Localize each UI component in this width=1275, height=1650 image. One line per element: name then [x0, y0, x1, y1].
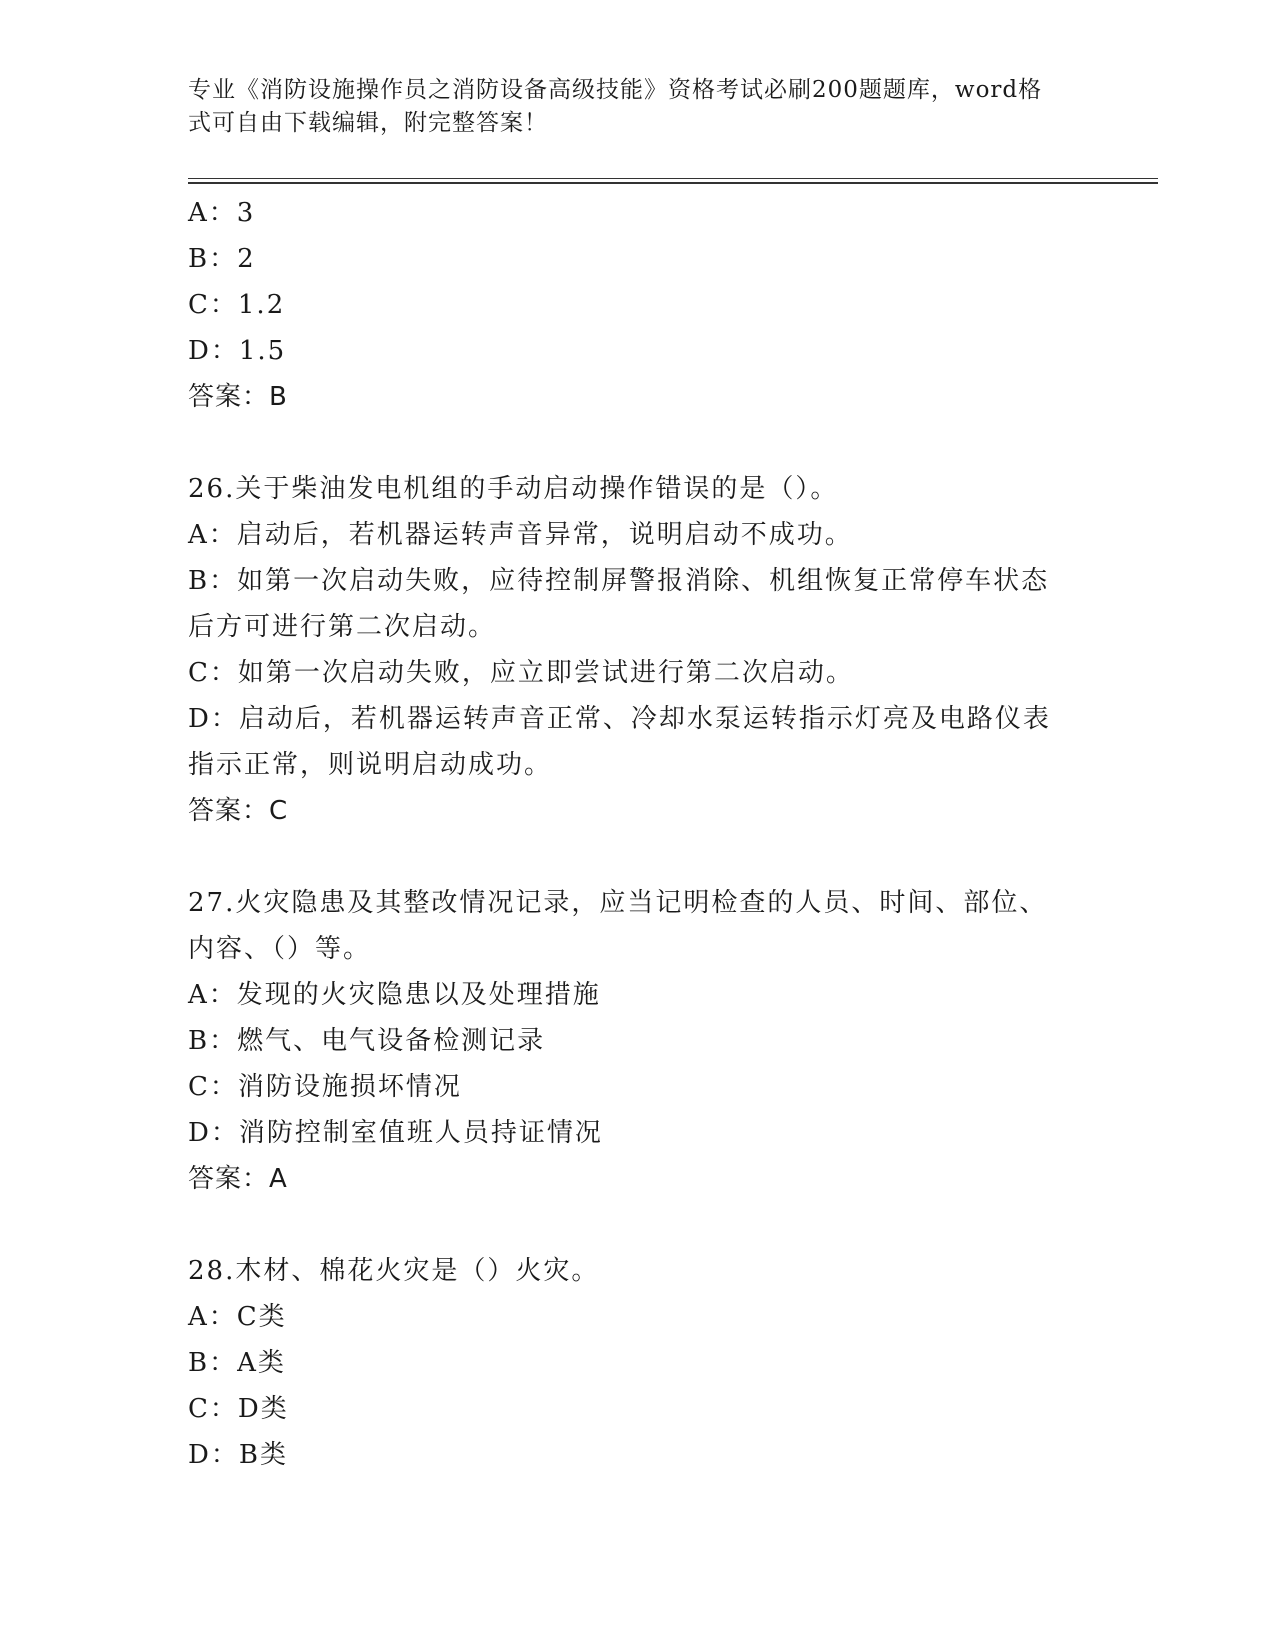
header-divider-thin — [188, 178, 1158, 179]
header-divider-thick — [188, 182, 1158, 184]
answer-label: 答案：C — [188, 796, 289, 826]
question-text: 26.关于柴油发电机组的手动启动操作错误的是（）。 — [188, 474, 839, 504]
option-d: D：启动后，若机器运转声音正常、冷却水泵运转指示灯亮及电路仪表 — [188, 704, 1051, 734]
question-25 — [188, 190, 1088, 420]
option-c: C：消防设施损坏情况 — [188, 1072, 462, 1102]
option-d-continued: 指示正常，则说明启动成功。 — [188, 750, 553, 780]
spacer — [188, 834, 1088, 880]
answer-label: 答案：A — [188, 1164, 288, 1194]
option-b: B：如第一次启动失败，应待控制屏警报消除、机组恢复正常停车状态 — [188, 566, 1050, 596]
option-c: C：如第一次启动失败，应立即尝试进行第二次启动。 — [188, 658, 854, 688]
question-26 — [188, 466, 1088, 834]
option-b: B：2 — [188, 244, 256, 274]
option-a: A：3 — [188, 198, 256, 228]
option-b-continued: 后方可进行第二次启动。 — [188, 612, 497, 642]
header-line-2: 式可自由下载编辑，附完整答案！ — [188, 110, 548, 136]
option-c: C：1.2 — [188, 290, 286, 320]
question-text: 28.木材、棉花火灾是（）火灾。 — [188, 1256, 600, 1286]
document-header — [188, 74, 1068, 140]
option-d: D：1.5 — [188, 336, 287, 366]
option-d: D：B类 — [188, 1440, 288, 1470]
option-a: A：C类 — [188, 1302, 287, 1332]
question-28 — [188, 1248, 1088, 1478]
header-line-1: 专业《消防设施操作员之消防设备高级技能》资格考试必刷200题题库，word格 — [188, 77, 1043, 103]
question-27 — [188, 880, 1088, 1202]
spacer — [188, 1202, 1088, 1248]
option-d: D：消防控制室值班人员持证情况 — [188, 1118, 603, 1148]
answer-label: 答案：B — [188, 382, 288, 412]
spacer — [188, 420, 1088, 466]
option-b: B：燃气、电气设备检测记录 — [188, 1026, 546, 1056]
option-c: C：D类 — [188, 1394, 289, 1424]
option-a: A：发现的火灾隐患以及处理措施 — [188, 980, 601, 1010]
question-text-continued: 内容、（）等。 — [188, 934, 372, 964]
option-a: A：启动后，若机器运转声音异常，说明启动不成功。 — [188, 520, 853, 550]
option-b: B：A类 — [188, 1348, 286, 1378]
question-list — [188, 190, 1088, 1478]
question-text: 27.火灾隐患及其整改情况记录，应当记明检查的人员、时间、部位、 — [188, 888, 1048, 918]
